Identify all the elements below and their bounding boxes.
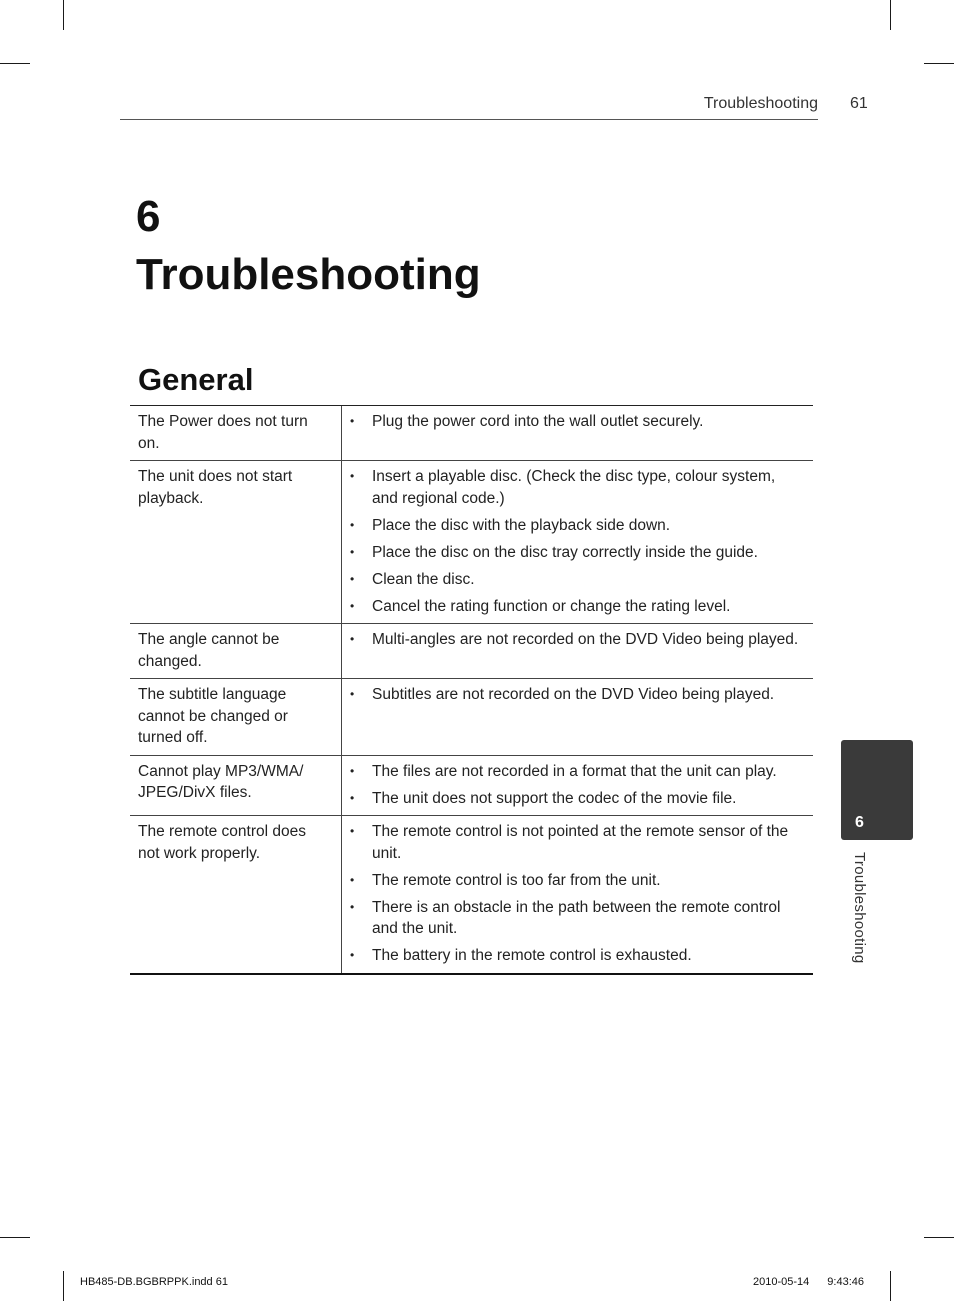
crop-mark: [924, 1237, 954, 1238]
solution-list: [342, 461, 813, 623]
print-slug-time: 9:43:46: [827, 1276, 864, 1288]
print-slug-timestamp: [753, 1276, 864, 1288]
problem-cell: The angle cannot be changed.: [130, 624, 342, 678]
solution-list: [342, 756, 813, 816]
table-row: [130, 815, 813, 973]
problem-cell: The remote control does not work properly.: [130, 816, 342, 973]
chapter-title: Troubleshooting: [136, 250, 481, 299]
crop-mark: [890, 1271, 891, 1301]
problem-cell: The subtitle language cannot be changed or turned off.: [130, 679, 342, 755]
side-tab-label: Troubleshooting: [851, 852, 868, 964]
side-tab-number: 6: [855, 814, 864, 831]
crop-mark: [924, 63, 954, 64]
solution-item: • There is an obstacle in the path between the remote control and the unit.: [372, 897, 803, 940]
solution-item: • Multi-angles are not recorded on the DVD Video being played.: [372, 629, 803, 651]
solution-item: • Cancel the rating function or change the rating level.: [372, 596, 803, 618]
crop-mark: [0, 63, 30, 64]
solution-item: • Place the disc on the disc tray correctly inside the guide.: [372, 542, 803, 564]
crop-mark: [63, 0, 64, 30]
solution-item: • Place the disc with the playback side down.: [372, 515, 803, 537]
solution-list: [342, 406, 813, 460]
page-number: 61: [850, 95, 868, 112]
problem-cell: Cannot play MP3/WMA/ JPEG/DivX files.: [130, 756, 342, 816]
section-title: General: [138, 362, 254, 397]
solution-item: • The unit does not support the codec of the movie file.: [372, 788, 803, 810]
running-title: Troubleshooting: [703, 95, 818, 112]
solution-list: [342, 624, 813, 678]
running-header: [120, 92, 818, 120]
crop-mark: [63, 1271, 64, 1301]
chapter-number: 6: [136, 192, 161, 241]
table-row: [130, 406, 813, 460]
problem-cell: The Power does not turn on.: [130, 406, 342, 460]
table-row: [130, 460, 813, 623]
solution-list: [342, 816, 813, 973]
chapter-side-tab: [841, 740, 913, 840]
crop-mark: [890, 0, 891, 30]
print-slug-file: HB485-DB.BGBRPPK.indd 61: [80, 1276, 228, 1288]
solution-item: • The files are not recorded in a format that the unit can play.: [372, 761, 803, 783]
table-row: [130, 623, 813, 678]
solution-list: [342, 679, 813, 755]
solution-item: • The remote control is too far from the unit.: [372, 870, 803, 892]
print-slug-date: 2010-05-14: [753, 1276, 810, 1288]
troubleshooting-table: [130, 405, 813, 975]
solution-item: • Clean the disc.: [372, 569, 803, 591]
problem-cell: The unit does not start playback.: [130, 461, 342, 623]
table-row: [130, 678, 813, 755]
solution-item: • Subtitles are not recorded on the DVD Video being played.: [372, 684, 803, 706]
table-row: [130, 755, 813, 816]
solution-item: • Plug the power cord into the wall outlet securely.: [372, 411, 803, 433]
solution-item: • The remote control is not pointed at the remote sensor of the unit.: [372, 821, 803, 864]
crop-mark: [0, 1237, 30, 1238]
solution-item: • The battery in the remote control is exhausted.: [372, 945, 803, 967]
solution-item: • Insert a playable disc. (Check the disc type, colour system, and regional code.): [372, 466, 803, 509]
